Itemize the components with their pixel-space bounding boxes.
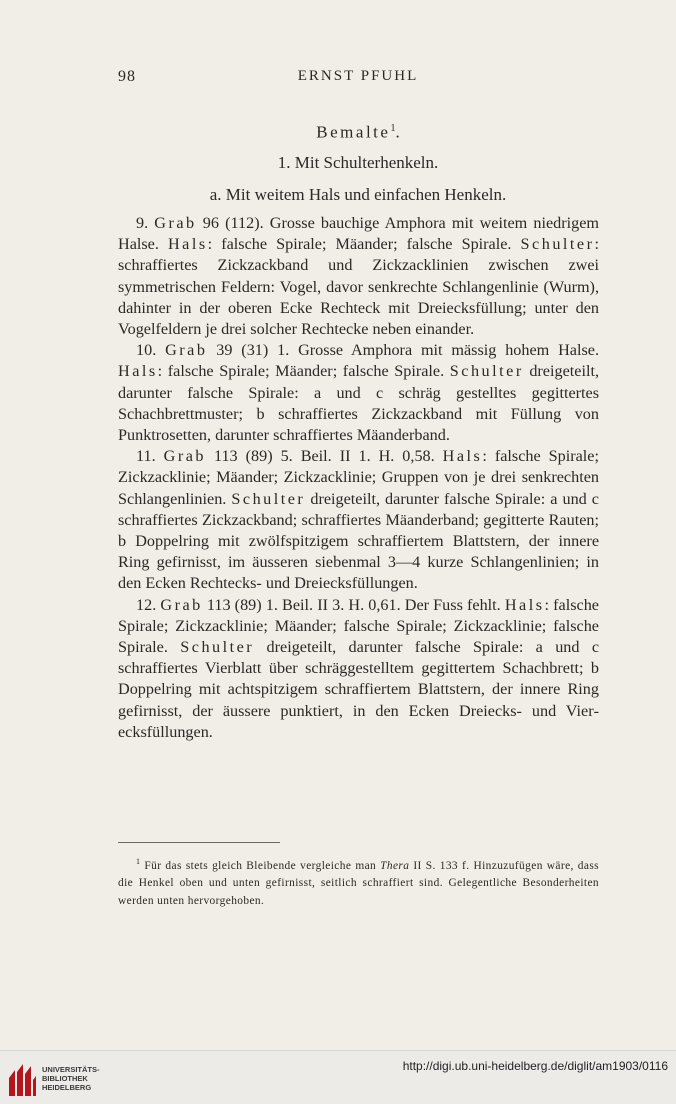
footnote-divider [118, 842, 280, 843]
footnote-text-post: II S. 133 f. Hinzuzufügen wäre, dass die Henkel oben und unten gefirnisst, seitlich schraffiert sind. Gelegentliche Besonderheiten werden unten hervorgehoben. [118, 859, 599, 907]
section-heading-text: Bemalte [316, 122, 391, 142]
footnote-italic: Thera [380, 859, 410, 872]
entry-paragraph: 9. Grab 96 (112). Grosse bauchige Amphora mit weitem niedrigem Halse. Hals: falsche Spirale; Mäander; falsche Spirale. Schulter: schraffiertes Zickzackband und Zickzacklinien zwischen zwei symmetrischen Feldern: Vogel, davor senkrechte Schlangenlinie (Wurm), dahinter in der oberen Ecke Rechteck mit Dreiecksfüllung; unter den Vogelfeldern je drei solcher Rechtecke neben einander. [118, 214, 600, 339]
body-text [118, 213, 599, 743]
entry-paragraph: 10. Grab 39 (31) 1. Grosse Amphora mit mässig hohem Halse. Hals: falsche Spirale; Mäander; falsche Spirale. Schulter dreigeteilt, darunter falsche Spirale: a und c schräg gestelltes gegittertes Schachbrettmuster; b schraffiertes Zickzackband mit Füllung von Punktrosetten, darunter schraffiertes Mäanderband. [118, 341, 600, 445]
section-heading [118, 118, 598, 144]
footnote-text-pre: Für das stets gleich Bleibende vergleiche man [140, 859, 381, 872]
permalink-url[interactable]: http://digi.ub.uni-heidelberg.de/diglit/am1903/0116 [402, 1059, 668, 1073]
library-logo-icon [6, 1062, 38, 1098]
running-title: ERNST PFUHL [297, 68, 419, 84]
footnote-mark: 1 [136, 857, 141, 866]
subsubsection-heading: a. Mit weitem Hals und einfachen Henkeln. [209, 185, 507, 204]
page-number: 98 [118, 68, 136, 85]
library-name: UNIVERSITÄTS- BIBLIOTHEK HEIDELBERG [42, 1065, 100, 1092]
subsection-heading: 1. Mit Schulterhenkeln. [277, 153, 439, 172]
footnote [118, 853, 599, 910]
entry-paragraph: 11. Grab 113 (89) 5. Beil. II 1. H. 0,58. Hals: falsche Spirale; Zickzacklinie; Mäander; Zickzacklinie; Gruppen von je drei senkrechten Schlangenlinien. Schulter dreigeteilt, darunter falsche Spirale: a und c schraffiertes Zickzackband; schraffiertes Mäanderband; gegitterte Rauten; b Doppelring mit zwölfspitzigem schraffiertem Blattstern, der innere Ring gefirnisst, im äusseren siebenmal 3—4 kurze Schlangenlinien; in den Ecken Rechtecks- und Dreiecksfüllungen. [118, 447, 599, 593]
section-heading-end: . [395, 122, 400, 142]
entry-paragraph: 12. Grab 113 (89) 1. Beil. II 3. H. 0,61. Der Fuss fehlt. Hals: falsche Spirale; Zickzacklinie; Mäander; falsche Spirale; Zickzacklinie; falsche Spirale. Schulter dreigeteilt, darunter falsche Spirale: a und c schraffiertes Vierblatt über schräggestelltem gegittertem Schachbrett; b Doppelring mit achtspitzigem schraffiertem Blattstern, der innere Ring gefirnisst, der äussere punktiert, in den Ecken Dreiecks- und Vierecksfüllungen. [118, 595, 599, 741]
footnote-ref: 1 [390, 123, 396, 134]
page-header [118, 68, 598, 94]
